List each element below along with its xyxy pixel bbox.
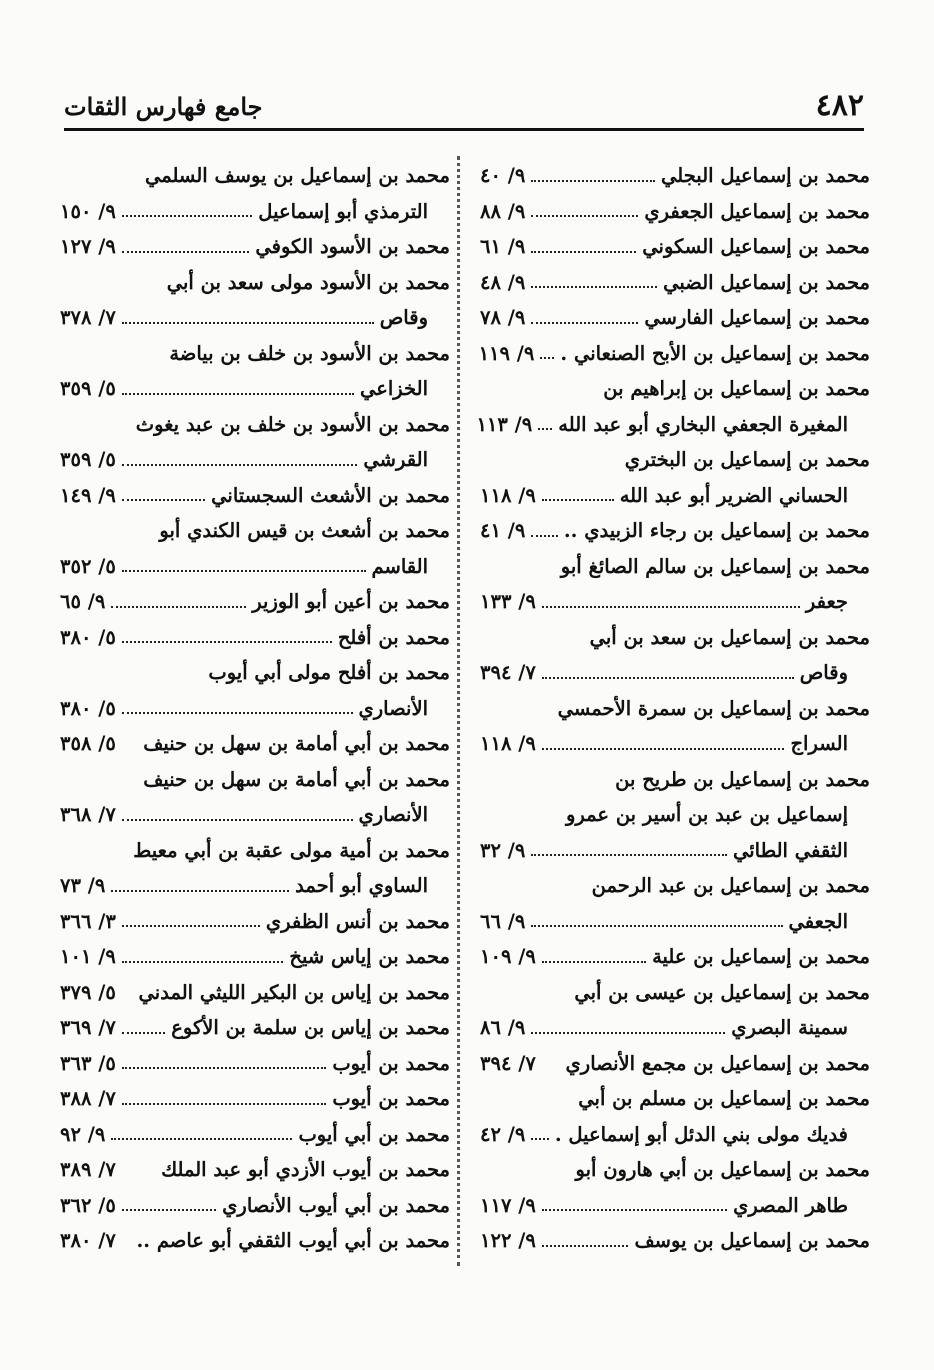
- volume-page-ref: ٩/ ٧٨: [480, 306, 526, 329]
- entry-name: الخزاعي: [359, 377, 428, 400]
- index-column-right: [476, 158, 870, 1259]
- entry-name: طاهر المصري: [733, 1193, 848, 1217]
- volume-page-ref: ٥/ ٣٨٠: [60, 625, 116, 649]
- index-entry: [60, 1010, 450, 1046]
- entry-name: محمد بن إسماعيل بن سعد بن أبي: [589, 625, 870, 649]
- index-entry: [60, 833, 450, 869]
- dot-leader: [122, 712, 353, 714]
- dot-leader: [531, 215, 638, 217]
- entry-name: محمد بن إسماعيل بن طريح بن: [615, 767, 870, 791]
- volume-page-ref: ٩/ ٤٨: [480, 270, 526, 294]
- index-entry: [480, 1152, 870, 1188]
- dot-leader: [542, 1245, 629, 1247]
- index-entry: [60, 1188, 450, 1224]
- volume-page-ref: ٩/ ٩٢: [60, 1122, 106, 1146]
- dot-leader: [122, 570, 366, 572]
- index-entry: [60, 584, 450, 620]
- index-entry: [60, 726, 450, 762]
- index-entry: [480, 265, 870, 301]
- volume-page-ref: ٩/ ٦٥: [60, 590, 106, 613]
- entry-name: محمد بن إياس شيخ: [289, 945, 450, 968]
- dot-leader: [122, 464, 358, 466]
- entry-name: محمد بن إسماعيل الفارسي: [644, 306, 870, 329]
- dot-leader: [122, 961, 284, 963]
- entry-name: وقاص: [799, 661, 848, 684]
- index-entry: [480, 442, 870, 478]
- index-entry: [60, 442, 450, 478]
- entry-name: محمد بن إسماعيل بن سالم الصائغ أبو: [560, 554, 870, 578]
- entry-name: محمد بن إسماعيل بن مجمع الأنصاري: [565, 1051, 870, 1075]
- entry-name: القرشي: [363, 448, 428, 471]
- dot-leader: [531, 322, 638, 324]
- index-entry: [60, 265, 450, 301]
- page-header: [64, 88, 864, 131]
- dot-leader: [122, 393, 354, 395]
- entry-name: الجعفي: [788, 909, 848, 933]
- volume-page-ref: ٩/ ١٢٢: [480, 1229, 536, 1252]
- index-entry: [480, 904, 870, 940]
- index-entry: [60, 939, 450, 975]
- entry-name: محمد بن أفلح مولى أبي أيوب: [208, 661, 450, 684]
- volume-page-ref: ٩/ ٤٠: [480, 164, 526, 187]
- index-entry: [480, 655, 870, 691]
- entry-name: وقاص: [379, 306, 428, 329]
- dot-leader: [531, 854, 727, 856]
- entry-name: محمد بن أبي أمامة بن سهل بن حنيف: [143, 767, 450, 791]
- dot-leader: [542, 677, 794, 679]
- entry-name: محمد بن إسماعيل بن البختري: [624, 448, 870, 471]
- dot-leader: [542, 1209, 727, 1211]
- dot-leader: [531, 1138, 548, 1140]
- entry-name: محمد بن أبي أيوب الثقفي أبو عاصم ..: [136, 1229, 450, 1252]
- index-entry: [60, 549, 450, 585]
- index-entry: [480, 1117, 870, 1153]
- index-entry: [480, 762, 870, 798]
- volume-page-ref: ٩/ ١٣٣: [480, 590, 536, 613]
- volume-page-ref: ٧/ ٣٩٤: [480, 1051, 536, 1075]
- dot-leader: [122, 1209, 216, 1211]
- dot-leader: [122, 641, 332, 643]
- entry-name: فديك مولى بني الدئل أبو إسماعيل .: [554, 1122, 848, 1146]
- volume-page-ref: ٩/ ٣٢: [480, 838, 526, 862]
- volume-page-ref: ٩/ ١١٨: [480, 732, 536, 755]
- volume-page-ref: ٧/ ٣٨٨: [60, 1087, 116, 1110]
- entry-name: جعفر: [805, 590, 848, 613]
- index-entry: [60, 1081, 450, 1117]
- index-entry: [60, 691, 450, 727]
- index-entry: [60, 655, 450, 691]
- index-entry: [480, 1223, 870, 1259]
- index-entry: [480, 478, 870, 514]
- index-entry: [60, 194, 450, 230]
- volume-page-ref: ٩/ ١١٩: [478, 341, 535, 365]
- dot-leader: [122, 322, 374, 324]
- entry-name: محمد بن أفلح: [337, 625, 450, 649]
- entry-name: محمد بن أمية مولى عقبة بن أبي معيط: [133, 838, 450, 862]
- index-entry: [60, 1152, 450, 1188]
- volume-page-ref: ٥/ ٣٦٢: [60, 1193, 116, 1217]
- index-entry: [480, 691, 870, 727]
- dot-leader: [122, 251, 250, 253]
- volume-page-ref: ٥/ ٣٥٩: [60, 448, 116, 471]
- volume-page-ref: ٧/ ٣٧٨: [60, 306, 116, 329]
- volume-page-ref: ٩/ ١٤٩: [60, 483, 116, 507]
- entry-name: محمد بن أعين أبو الوزير: [252, 590, 450, 613]
- index-entry: [480, 513, 870, 549]
- index-entry: [480, 939, 870, 975]
- index-entry: [60, 904, 450, 940]
- volume-page-ref: ٧/ ٣٨٠: [60, 1229, 116, 1252]
- index-entry: [60, 336, 450, 372]
- index-entry: [480, 584, 870, 620]
- entry-name: محمد بن إسماعيل بن مسلم بن أبي: [578, 1087, 870, 1110]
- running-title: جامع فهارس الثقات: [64, 92, 263, 121]
- entry-name: محمد بن إسماعيل بن علية: [652, 945, 870, 968]
- volume-page-ref: ٧/ ٣٩٤: [480, 661, 536, 684]
- dot-leader: [531, 286, 657, 288]
- entry-name: إسماعيل بن عبد بن أسير بن عمرو: [565, 803, 848, 826]
- volume-page-ref: ٩/ ٦١: [480, 235, 526, 258]
- index-entry: [60, 975, 450, 1011]
- entry-name: السراج: [790, 732, 848, 755]
- entry-name: محمد بن أيوب الأزدي أبو عبد الملك: [161, 1158, 450, 1181]
- dot-leader: [531, 1032, 725, 1034]
- volume-page-ref: ٩/ ١٢٧: [60, 235, 116, 258]
- index-entry: [60, 868, 450, 904]
- volume-page-ref: ٩/ ٤٢: [480, 1122, 526, 1146]
- entry-name: الأنصاري: [358, 803, 428, 826]
- volume-page-ref: ٥/ ٣٦٣: [60, 1051, 116, 1075]
- entry-name: محمد بن الأسود مولى سعد بن أبي: [166, 270, 450, 294]
- index-entry: [60, 1223, 450, 1259]
- entry-name: محمد بن أنس الظفري: [265, 909, 450, 933]
- entry-name: محمد بن أبي أيوب: [298, 1122, 450, 1146]
- index-entry: [60, 513, 450, 549]
- dot-leader: [122, 1032, 165, 1034]
- entry-name: محمد بن الأشعث السجستاني: [211, 483, 450, 507]
- dot-leader: [122, 819, 353, 821]
- index-entry: [60, 620, 450, 656]
- index-entry: [60, 1046, 450, 1082]
- index-entry: [480, 726, 870, 762]
- index-entry: [480, 300, 870, 336]
- volume-page-ref: ٩/ ١١٣: [476, 412, 533, 436]
- entry-name: محمد بن الأسود بن خلف بن بياضة: [169, 341, 450, 365]
- index-entry: [480, 229, 870, 265]
- entry-name: محمد بن إسماعيل بن يوسف السلمي: [144, 164, 450, 187]
- volume-page-ref: ٥/ ٣٥٩: [60, 377, 116, 400]
- volume-page-ref: ٩/ ١٠٩: [480, 945, 536, 968]
- dot-leader: [122, 925, 260, 927]
- entry-name: محمد بن الأسود الكوفي: [255, 235, 450, 258]
- entry-name: محمد بن إسماعيل البجلي: [661, 164, 870, 187]
- entry-name: محمد بن إسماعيل بن يوسف: [634, 1229, 870, 1252]
- volume-page-ref: ٩/ ١٥٠: [60, 199, 116, 223]
- index-entry: [480, 833, 870, 869]
- entry-name: محمد بن أبي أمامة بن سهل بن حنيف: [143, 732, 450, 755]
- index-entry: [60, 229, 450, 265]
- entry-name: الساوي أبو أحمد: [295, 874, 428, 897]
- volume-page-ref: ٩/ ١٠١: [60, 945, 116, 968]
- dot-leader: [542, 606, 800, 608]
- index-entry: [480, 1188, 870, 1224]
- index-entry: [480, 620, 870, 656]
- volume-page-ref: ٩/ ٦٦: [480, 909, 526, 933]
- volume-page-ref: ٥/ ٣٧٩: [60, 980, 116, 1004]
- index-entry: [480, 194, 870, 230]
- volume-page-ref: ٩/ ١١٧: [480, 1193, 536, 1217]
- volume-page-ref: ٩/ ٨٦: [480, 1016, 526, 1039]
- entry-name: المغيرة الجعفي البخاري أبو عبد الله: [558, 412, 848, 436]
- dot-leader: [111, 606, 246, 608]
- volume-page-ref: ٧/ ٣٨٩: [60, 1158, 116, 1181]
- dot-leader: [542, 748, 785, 750]
- volume-page-ref: ٧/ ٣٦٨: [60, 803, 116, 826]
- entry-name: محمد بن إسماعيل بن عبد الرحمن: [591, 874, 870, 897]
- entry-name: محمد بن أشعث بن قيس الكندي أبو: [159, 519, 450, 542]
- volume-page-ref: ٣/ ٣٦٦: [60, 909, 116, 933]
- index-entry: [60, 371, 450, 407]
- entry-name: محمد بن إسماعيل بن عيسى بن أبي: [574, 980, 870, 1004]
- entry-name: محمد بن إياس بن البكير الليثي المدني: [138, 980, 450, 1004]
- entry-name: محمد بن إسماعيل الضبي: [663, 270, 870, 294]
- entry-name: محمد بن أيوب: [332, 1087, 450, 1110]
- dot-leader: [542, 961, 646, 963]
- entry-name: محمد بن إسماعيل بن أبي هارون أبو: [575, 1158, 870, 1181]
- index-entry: [480, 868, 870, 904]
- entry-name: محمد بن أيوب: [332, 1051, 450, 1075]
- volume-page-ref: ٥/ ٣٥٨: [60, 732, 116, 755]
- dot-leader: [531, 180, 655, 182]
- index-entry: [480, 1010, 870, 1046]
- entry-name: محمد بن إسماعيل بن سمرة الأحمسي: [557, 696, 870, 720]
- index-column-left: [60, 158, 450, 1259]
- dot-leader: [111, 890, 289, 892]
- volume-page-ref: ٩/ ١١٨: [480, 483, 536, 507]
- dot-leader: [122, 1103, 327, 1105]
- index-entry: [476, 407, 870, 443]
- entry-name: الأنصاري: [358, 696, 428, 720]
- volume-page-ref: ٧/ ٣٦٩: [60, 1016, 116, 1039]
- volume-page-ref: ٥/ ٣٨٠: [60, 696, 116, 720]
- dot-leader: [542, 499, 614, 501]
- index-entry: [480, 158, 870, 194]
- index-entry: [480, 336, 870, 372]
- dot-leader: [531, 925, 782, 927]
- entry-name: محمد بن إسماعيل الجعفري: [644, 199, 870, 223]
- entry-name: الحساني الضرير أبو عبد الله: [619, 483, 848, 507]
- index-entry: [480, 549, 870, 585]
- volume-page-ref: ٩/ ٤١: [480, 519, 526, 542]
- dot-leader: [538, 428, 552, 430]
- index-entry: [480, 371, 870, 407]
- entry-name: محمد بن أبي أيوب الأنصاري: [222, 1193, 450, 1217]
- index-entry: [480, 797, 870, 833]
- index-entry: [60, 478, 450, 514]
- entry-name: الثقفي الطائي: [733, 838, 848, 862]
- index-entry: [60, 407, 450, 443]
- entry-name: محمد بن الأسود بن خلف بن عبد يغوث: [135, 412, 450, 436]
- index-entry: [480, 975, 870, 1011]
- entry-name: محمد بن إسماعيل بن الأبح الصنعاني .: [560, 341, 870, 365]
- index-entry: [60, 762, 450, 798]
- index-entry: [60, 797, 450, 833]
- column-divider: [457, 156, 460, 1266]
- index-entry: [60, 158, 450, 194]
- dot-leader: [122, 215, 252, 217]
- volume-page-ref: ٩/ ٨٨: [480, 199, 526, 223]
- dot-leader: [111, 1138, 292, 1140]
- page-number: ٤٨٢: [815, 88, 864, 123]
- index-entry: [480, 1046, 870, 1082]
- index-entry: [60, 300, 450, 336]
- volume-page-ref: ٥/ ٣٥٢: [60, 554, 116, 578]
- entry-name: محمد بن إسماعيل بن إبراهيم بن: [603, 377, 870, 400]
- entry-name: القاسم: [371, 554, 428, 578]
- dot-leader: [540, 357, 554, 359]
- dot-leader: [531, 251, 636, 253]
- volume-page-ref: ٩/ ٧٣: [60, 874, 106, 897]
- entry-name: محمد بن إسماعيل السكوني: [642, 235, 870, 258]
- index-entry: [60, 1117, 450, 1153]
- dot-leader: [122, 499, 205, 501]
- index-entry: [480, 1081, 870, 1117]
- dot-leader: [122, 1067, 327, 1069]
- entry-name: سمينة البصري: [731, 1016, 848, 1039]
- dot-leader: [531, 535, 557, 537]
- entry-name: محمد بن إسماعيل بن رجاء الزبيدي ..: [563, 519, 870, 542]
- entry-name: الترمذي أبو إسماعيل: [258, 199, 428, 223]
- entry-name: محمد بن إياس بن سلمة بن الأكوع: [171, 1016, 450, 1039]
